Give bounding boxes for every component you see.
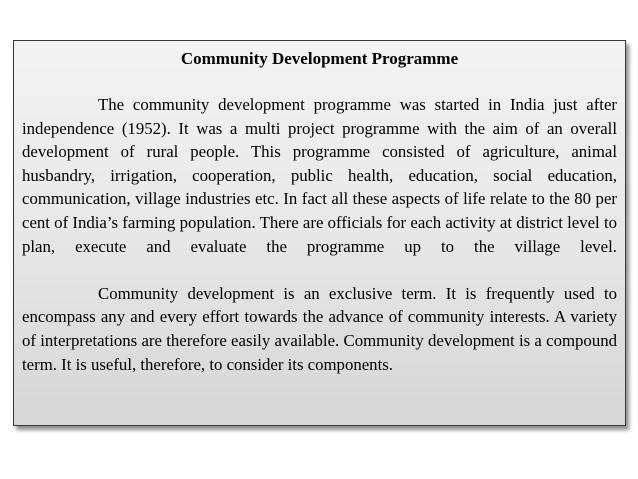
text-panel [13, 40, 626, 426]
paragraph-spacer [22, 258, 617, 282]
paragraph-2: Community development is an exclusive term. It is frequently used to encompass any and every effort towards the advance of community interests. A variety of interpretations are therefore easily available. Community development is a compound term. It is useful, therefore, to consider its components. [22, 283, 617, 374]
paragraph-1: The community development programme was started in India just after independence (1952). It was a multi project programme with the aim of an overall development of rural people. This programme consisted of agriculture, animal husbandry, irrigation, cooperation, public health, education, social education, communication, village industries etc. In fact all these aspects of life relate to the 80 per cent of India’s farming population. There are officials for each activity at district level to plan, execute and evaluate the programme up to the village level. [22, 95, 617, 256]
document-title: Community Development Programme [180, 49, 459, 68]
